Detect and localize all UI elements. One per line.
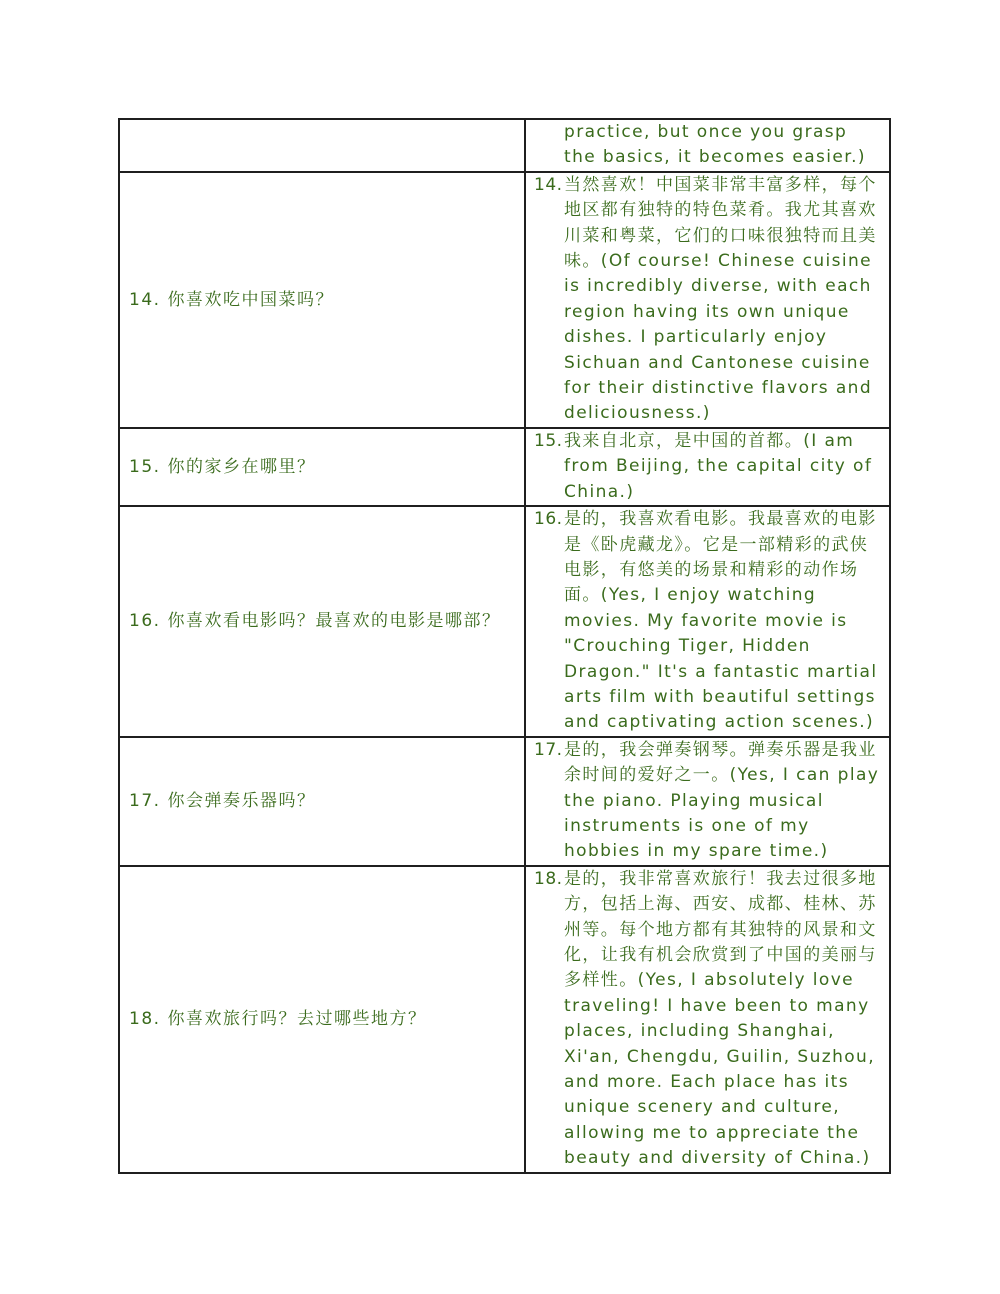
answer-text: 是的，我会弹奏钢琴。弹奏乐器是我业余时间的爱好之一。(Yes, I can play the piano. Playing musical instruments is one of my hobbies in my spare time.) xyxy=(564,739,880,862)
answer-text: 是的，我非常喜欢旅行！我去过很多地方，包括上海、西安、成都、桂林、苏州等。每个地方都有其独特的风景和文化，让我有机会欣赏到了中国的美丽与多样性。(Yes, I absolutely love traveling! I have been to many places, including Shanghai, Xi'an, Chengdu, Guilin, Suzhou, and more. Each place has its unique scenery and culture, allowing me to appreciate the beauty and diversity of China.) xyxy=(564,868,877,1169)
answer-number: 17. xyxy=(534,739,563,760)
answer-cell xyxy=(525,119,890,172)
table-row xyxy=(119,428,890,506)
table-row xyxy=(119,172,890,428)
answer-number: 16. xyxy=(534,509,563,530)
answer-text: 是的，我喜欢看电影。我最喜欢的电影是《卧虎藏龙》。它是一部精彩的武侠电影，有悠美的场景和精彩的动作场面。(Yes, I enjoy watching movies. My favorite movie is "Crouching Tiger, Hidden Dragon." It's a fantastic martial arts film with beautiful settings and captivating action scenes.) xyxy=(564,509,878,733)
answer-text: 当然喜欢！中国菜非常丰富多样，每个地区都有独特的特色菜肴。我尤其喜欢川菜和粤菜，它们的口味很独特而且美味。(Of course! Chinese cuisine is incredibly diverse, with each region having its own unique dishes. I particularly enjoy Sichuan and Cantonese cuisine for their distinctive flavors and deliciousness.) xyxy=(564,174,877,424)
answer-number: 14. xyxy=(534,174,563,195)
answer-cell xyxy=(525,506,890,737)
table-row xyxy=(119,506,890,737)
answer-cell xyxy=(525,172,890,428)
answer-number: 15. xyxy=(534,430,563,451)
answer-text: 我来自北京，是中国的首都。(I am from Beijing, the capital city of China.) xyxy=(564,430,873,502)
table-row xyxy=(119,119,890,172)
answer-cell xyxy=(525,737,890,866)
table-row xyxy=(119,866,890,1173)
table-row xyxy=(119,737,890,866)
question-cell: 17. 你会弹奏乐器吗？ xyxy=(119,737,525,866)
answer-cell xyxy=(525,428,890,506)
question-cell-empty xyxy=(119,119,525,172)
question-cell: 16. 你喜欢看电影吗？最喜欢的电影是哪部？ xyxy=(119,506,525,737)
question-cell: 18. 你喜欢旅行吗？去过哪些地方？ xyxy=(119,866,525,1173)
question-cell: 14. 你喜欢吃中国菜吗？ xyxy=(119,172,525,428)
answer-text: practice, but once you grasp the basics, it becomes easier.) xyxy=(564,122,866,168)
answer-cell xyxy=(525,866,890,1173)
answer-number: 18. xyxy=(534,868,563,889)
question-cell: 15. 你的家乡在哪里？ xyxy=(119,428,525,506)
qa-table xyxy=(118,118,891,1174)
